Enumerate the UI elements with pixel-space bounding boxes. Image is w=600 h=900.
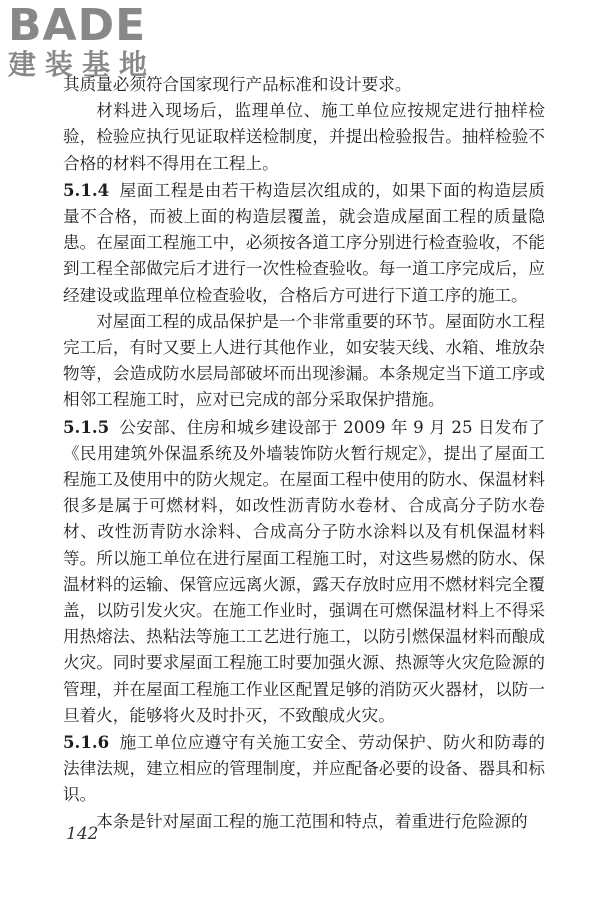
paragraph [63,414,545,729]
clause-number: 5.1.4 [63,179,110,200]
clause-number: 5.1.5 [63,416,110,437]
paragraph-text: 公安部、住房和城乡建设部于 2009 年 9 月 25 日发布了《民用建筑外保温系统及外墙装饰防火暂行规定》，提出了屋面工程施工及使用中的防火规定。在屋面工程中使用的防水、保温材料很多是属于可燃材料，如改性沥青防水卷材、合成高分子防水卷材、改性沥青防水涂料、合成高分子防水涂料以及有机保温材料等。所以施工单位在进行屋面工程施工时，对这些易燃的防水、保温材料的运输、保管应远离火源，露天存放时应用不燃材料完全覆盖，以防引发火灾。在施工作业时，强调在可燃保温材料上不得采用热熔法、热粘法等施工工艺进行施工，以防引燃保温材料而酿成火灾。同时要求屋面工程施工时要加强火源、热源等火灾危险源的管理，并在屋面工程施工作业区配置足够的消防灭火器材，以防一旦着火，能够将火及时扑灭，不致酿成火灾。 [63,417,545,725]
paragraph [63,729,545,809]
paragraph-text: 材料进入现场后，监理单位、施工单位应按规定进行抽样检验，检验应执行见证取样送检制度，并提出检验报告。抽样检验不合格的材料不得用在工程上。 [63,101,545,173]
watermark-cjk: 建装基地 [8,48,157,81]
paragraph-text: 本条是针对屋面工程的施工范围和特点，着重进行危险源的 [96,811,528,831]
paragraph-text: 其质量必须符合国家现行产品标准和设计要求。 [63,75,412,94]
watermark-latin: BADE [8,0,147,51]
clause-number: 5.1.6 [63,732,110,753]
paragraph-text: 对屋面工程的成品保护是一个非常重要的环节。屋面防水工程完工后，有时又要上人进行其他作业，如安装天线、水箱、堆放杂物等，会造成防水层局部破坏而出现渗漏。本条规定当下道工序或相邻工程施工时，应对已完成的部分采取保护措施。 [63,311,545,410]
paragraph [63,177,545,309]
page-body [63,72,545,835]
paragraph-text: 屋面工程是由若干构造层次组成的，如果下面的构造层质量不合格，而被上面的构造层覆盖，就会造成屋面工程的质量隐患。在屋面工程施工中，必须按各道工序分别进行检查验收，不能到工程全部做完后才进行一次性检查验收。每一道工序完成后，应经建设或监理单位检查验收，合格后方可进行下道工序的施工。 [63,180,545,305]
page-number: 142 [66,824,99,844]
watermark-logo [8,0,157,81]
paragraph [63,98,545,177]
paragraph-text: 施工单位应遵守有关施工安全、劳动保护、防火和防毒的法律法规，建立相应的管理制度，并应配备必要的设备、器具和标识。 [63,733,545,805]
paragraph [63,309,545,414]
paragraph [63,809,545,835]
